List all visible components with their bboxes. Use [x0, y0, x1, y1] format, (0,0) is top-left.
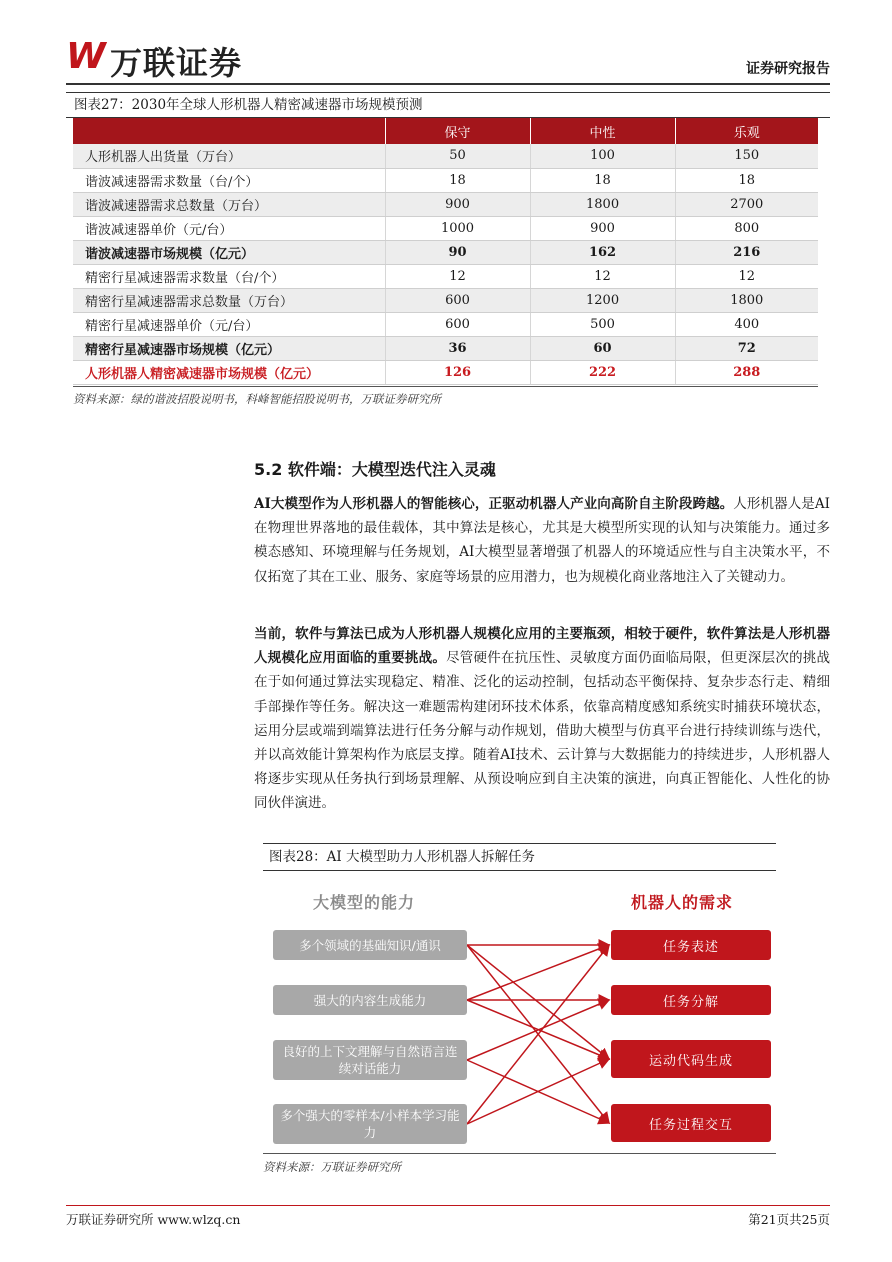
- connection-arrow: [467, 945, 609, 1059]
- section-title: 5.2 软件端：大模型迭代注入灵魂: [254, 460, 496, 479]
- row-value: 60: [530, 336, 675, 360]
- row-value: 12: [530, 264, 675, 288]
- table-header-cell: [73, 118, 385, 144]
- row-value: 2700: [675, 192, 818, 216]
- need-box: 任务过程交互: [611, 1104, 771, 1142]
- row-label: 精密行星减速器需求数量（台/个）: [73, 264, 385, 288]
- header-divider: [66, 83, 830, 85]
- table-row: [73, 240, 818, 264]
- row-label: 人形机器人出货量（万台）: [73, 144, 385, 168]
- figure-source: 资料来源：万联证券研究所: [263, 1153, 776, 1175]
- logo-text: 万联证券: [110, 44, 243, 82]
- footer-org: 万联证券研究所 www.wlzq.cn: [66, 1212, 241, 1227]
- row-value: 222: [530, 360, 675, 384]
- row-value: 100: [530, 144, 675, 168]
- row-value: 162: [530, 240, 675, 264]
- row-label: 谐波减速器需求总数量（万台）: [73, 192, 385, 216]
- row-value: 1800: [530, 192, 675, 216]
- paragraph-1: [254, 492, 830, 589]
- table-source: 资料来源：绿的谐波招股说明书，科峰智能招股说明书，万联证券研究所: [73, 386, 818, 407]
- table-row: [73, 168, 818, 192]
- table-header-cell: 乐观: [675, 118, 818, 144]
- need-box: 运动代码生成: [611, 1040, 771, 1078]
- row-value: 900: [385, 192, 530, 216]
- row-value: 400: [675, 312, 818, 336]
- table-row: [73, 288, 818, 312]
- table-row: [73, 264, 818, 288]
- row-value: 600: [385, 288, 530, 312]
- capabilities-heading: 大模型的能力: [313, 893, 416, 912]
- row-value: 1800: [675, 288, 818, 312]
- market-size-table: [73, 118, 818, 385]
- figure-diagram: [263, 872, 776, 1152]
- row-value: 150: [675, 144, 818, 168]
- row-label: 谐波减速器单价（元/台）: [73, 216, 385, 240]
- row-value: 216: [675, 240, 818, 264]
- table-header-cell: 中性: [530, 118, 675, 144]
- table-row: [73, 192, 818, 216]
- row-value: 72: [675, 336, 818, 360]
- paragraph-1-lead: AI大模型作为人形机器人的智能核心，正驱动机器人产业向高阶自主阶段跨越。: [254, 496, 734, 512]
- footer-divider: [66, 1205, 830, 1206]
- need-box: 任务分解: [611, 985, 771, 1015]
- row-label: 谐波减速器需求数量（台/个）: [73, 168, 385, 192]
- row-value: 50: [385, 144, 530, 168]
- logo-mark: W: [66, 36, 104, 77]
- row-value: 12: [675, 264, 818, 288]
- table-row: [73, 216, 818, 240]
- row-label: 精密行星减速器需求总数量（万台）: [73, 288, 385, 312]
- paragraph-1-body: 人形机器人是AI在物理世界落地的最佳载体，其中算法是核心，尤其是大模型所实现的认知与决策能力。通过多模态感知、环境理解与任务规划，AI大模型显著增强了机器人的环境适应性与自主决策水平，不仅拓宽了其在工业、服务、家庭等场景的应用潜力，也为规模化商业落地注入了关键动力。: [254, 496, 830, 585]
- row-label: 精密行星减速器市场规模（亿元）: [73, 336, 385, 360]
- row-value: 288: [675, 360, 818, 384]
- table-title: 图表27：2030年全球人形机器人精密减速器市场规模预测: [66, 92, 830, 118]
- report-type: 证券研究报告: [746, 61, 830, 77]
- capability-box: 多个领域的基础知识/通识: [273, 930, 467, 960]
- row-label: 精密行星减速器单价（元/台）: [73, 312, 385, 336]
- paragraph-2: [254, 622, 830, 816]
- table-row: [73, 312, 818, 336]
- row-value: 1200: [530, 288, 675, 312]
- row-value: 36: [385, 336, 530, 360]
- row-value: 18: [530, 168, 675, 192]
- table-header-row: [73, 118, 818, 144]
- table-row: [73, 360, 818, 384]
- row-value: 900: [530, 216, 675, 240]
- row-value: 800: [675, 216, 818, 240]
- row-value: 90: [385, 240, 530, 264]
- table-row: [73, 336, 818, 360]
- page-header: [66, 36, 830, 82]
- paragraph-2-body: 尽管硬件在抗压性、灵敏度方面仍面临局限，但更深层次的挑战在于如何通过算法实现稳定、精准、泛化的运动控制，包括动态平衡保持、复杂步态行走、精细手部操作等任务。解决这一难题需构建闭环技术体系，依靠高精度感知系统实时捕获环境状态，运用分层或端到端算法进行任务分解与动作规划，借助大模型与仿真平台进行持续训练与迭代，并以高效能计算架构作为底层支撑。随着AI技术、云计算与大数据能力的持续进步，人形机器人将逐步实现从任务执行到场景理解、从预设响应到自主决策的演进，向真正智能化、人性化的协同伙伴演进。: [254, 650, 831, 812]
- row-value: 600: [385, 312, 530, 336]
- figure-title: 图表28：AI 大模型助力人形机器人拆解任务: [263, 843, 776, 871]
- capability-box: 良好的上下文理解与自然语言连续对话能力: [273, 1040, 467, 1080]
- row-value: 126: [385, 360, 530, 384]
- row-value: 1000: [385, 216, 530, 240]
- row-label: 谐波减速器市场规模（亿元）: [73, 240, 385, 264]
- row-value: 18: [675, 168, 818, 192]
- row-value: 500: [530, 312, 675, 336]
- page-number: 第21页共25页: [748, 1212, 830, 1227]
- row-label: 人形机器人精密减速器市场规模（亿元）: [73, 360, 385, 384]
- need-box: 任务表述: [611, 930, 771, 960]
- row-value: 12: [385, 264, 530, 288]
- row-value: 18: [385, 168, 530, 192]
- table-row: [73, 144, 818, 168]
- capability-box: 强大的内容生成能力: [273, 985, 467, 1015]
- table-header-cell: 保守: [385, 118, 530, 144]
- needs-heading: 机器人的需求: [631, 893, 734, 912]
- paragraph-2-lead: 当前，软件与算法已成为人形机器人规模化应用的主要瓶颈，相较于硬件，软件算法是人形机器人规模化应用面临的重要挑战。: [254, 626, 830, 667]
- capability-box: 多个强大的零样本/小样本学习能力: [273, 1104, 467, 1144]
